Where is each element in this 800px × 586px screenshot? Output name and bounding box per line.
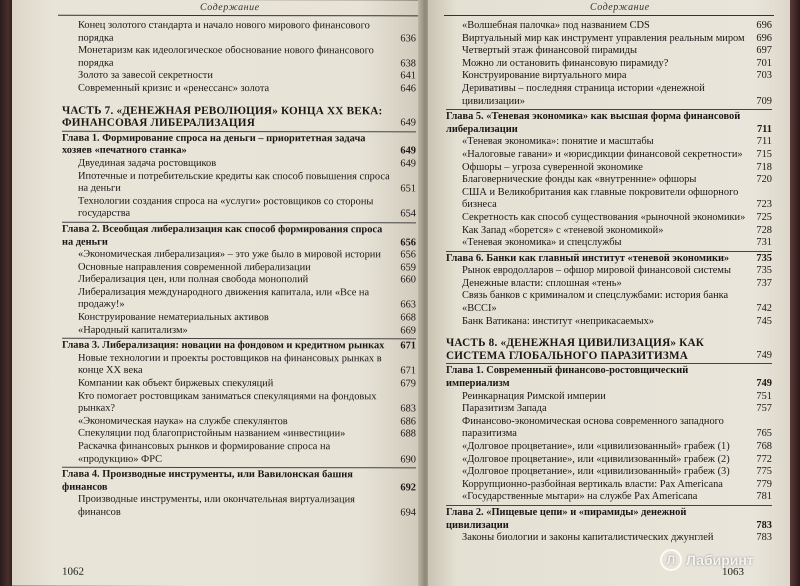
toc-entry-page: 686 <box>400 416 416 428</box>
toc-section-entry <box>62 312 416 325</box>
toc-entry-title: Двуединая задача ростовщиков <box>78 157 217 169</box>
toc-chapter-entry <box>62 224 416 250</box>
toc-section-entry <box>446 454 772 467</box>
toc-section-entry <box>62 441 416 467</box>
toc-entry-title: Благовернические фонды как «внутренние» офшоры <box>462 174 697 186</box>
toc-entry-title: Глава 4. Производные инструменты, или Вавилонская башня финансов <box>62 468 353 493</box>
left-page-header: Содержание <box>200 1 260 14</box>
toc-entry-page: 683 <box>400 403 416 415</box>
toc-entry-title: Основные направления современной либерализации <box>78 261 311 273</box>
toc-entry-title: «Долговое процветание», или «цивилизованный» грабеж (2) <box>462 453 730 465</box>
toc-entry-title: Паразитизм Запада <box>462 403 547 415</box>
book-cover-edge <box>790 0 800 586</box>
toc-section-entry <box>446 290 772 315</box>
toc-entry-page: 783 <box>756 532 772 544</box>
toc-entry-page: 679 <box>400 378 416 390</box>
toc-entry-page: 656 <box>400 249 416 261</box>
toc-entry-title: Четвертый этаж финансовой пирамиды <box>462 45 637 57</box>
toc-chapter-entry <box>62 469 416 495</box>
toc-section-entry <box>62 378 416 391</box>
toc-section-entry <box>446 265 772 278</box>
toc-section-entry <box>446 391 772 404</box>
toc-entry-title: Законы биологии и законы капиталистических джунглей <box>462 532 714 544</box>
toc-entry-title: Как Запад «борется» с «теневой экономикой» <box>462 224 664 236</box>
toc-section-entry <box>446 187 772 212</box>
toc-entry-title: Спекуляции под благопристойным названием «инвестиции» <box>78 428 346 440</box>
toc-entry-title: Глава 2. Всеобщая либерализация как способ формирования спроса на деньги <box>62 223 383 248</box>
toc-entry-title: Глава 1. Формирование спроса на деньги – приоритетная задача хозяев «печатного станка» <box>62 132 366 157</box>
toc-entry-page: 765 <box>756 428 772 440</box>
toc-entry-page: 671 <box>400 340 416 352</box>
toc-entry-title: Деривативы – последняя страница истории «денежной цивилизации» <box>462 82 705 107</box>
toc-section-entry <box>446 58 772 71</box>
section-divider <box>446 251 772 252</box>
toc-entry-title: Компании как объект биржевых спекуляций <box>78 377 274 390</box>
toc-chapter-entry <box>446 253 772 266</box>
toc-entry-title: США и Великобритания как главные покровители офшорного бизнеса <box>462 186 739 211</box>
watermark <box>660 540 790 580</box>
toc-section-entry <box>62 249 416 262</box>
toc-entry-title: Раскачка финансовых рынков и формирование спроса на «продукцию» ФРС <box>78 440 331 465</box>
toc-section-entry <box>62 261 416 274</box>
toc-section-entry <box>446 278 772 291</box>
toc-entry-page: 749 <box>756 378 772 390</box>
toc-entry-title: Производные инструменты, или окончательная виртуализация финансов <box>78 494 355 518</box>
toc-entry-title: Либерализация цен, или полная свобода монополий <box>78 274 309 286</box>
toc-section-entry <box>446 83 772 108</box>
toc-entry-page: 690 <box>400 453 416 465</box>
toc-entry-title: «Государственные мытари» на службе Pax Americana <box>462 491 698 503</box>
toc-entry-page: 737 <box>756 277 772 289</box>
toc-entry-page: 749 <box>756 349 772 361</box>
toc-entry-page: 775 <box>756 466 772 478</box>
labirint-logo-icon: Л <box>660 549 682 571</box>
toc-section-entry <box>62 158 416 171</box>
toc-entry-page: 636 <box>400 32 416 44</box>
section-divider <box>446 109 772 110</box>
toc-entry-page: 745 <box>756 315 772 327</box>
toc-entry-page: 638 <box>400 58 416 70</box>
toc-entry-title: «Народный капитализм» <box>78 324 188 336</box>
toc-section-entry <box>446 316 772 329</box>
toc-entry-page: 723 <box>756 199 772 211</box>
toc-entry-page: 725 <box>756 211 772 223</box>
toc-entry-page: 649 <box>400 158 416 170</box>
toc-entry-title: Кто помогает ростовщикам заниматься спекуляциями на фондовых рынках? <box>78 390 377 415</box>
toc-part-entry <box>62 104 416 130</box>
toc-section-entry <box>62 287 416 313</box>
toc-part-entry <box>446 337 772 362</box>
section-divider <box>446 363 772 364</box>
toc-entry-title: Рынок евродолларов – офшор мировой финансовой системы <box>462 265 731 277</box>
right-header-rule <box>444 15 774 16</box>
toc-section-entry <box>62 416 416 429</box>
section-gap <box>446 328 772 337</box>
toc-entry-title: «Теневая экономика»: понятие и масштабы <box>462 136 654 148</box>
toc-entry-title: «Экономическая либерализация» – это уже было в мировой истории <box>78 248 381 261</box>
toc-entry-page: 711 <box>756 123 772 135</box>
toc-entry-page: 669 <box>400 324 416 337</box>
left-toc <box>62 20 416 520</box>
toc-entry-page: 783 <box>756 519 772 531</box>
toc-entry-page: 659 <box>400 262 416 274</box>
left-page <box>12 0 422 586</box>
toc-entry-title: Конец золотого стандарта и начало нового мирового финансового порядка <box>78 19 370 44</box>
toc-entry-page: 696 <box>756 20 772 31</box>
toc-entry-title: Новые технологии и проекты ростовщиков на финансовых рынках в конце XX века <box>78 352 382 377</box>
toc-entry-title: «Волшебная палочка» под названием CDS <box>462 20 650 31</box>
toc-entry-title: Связь банков с криминалом и спецслужбами: история банка «BCCI» <box>462 290 729 315</box>
toc-chapter-entry <box>62 340 416 353</box>
toc-entry-title: «Долговое процветание», или «цивилизованный» грабеж (3) <box>462 466 730 478</box>
section-divider <box>446 505 772 506</box>
toc-entry-page: 649 <box>400 145 416 157</box>
toc-section-entry <box>446 136 772 149</box>
toc-entry-page: 720 <box>756 174 772 186</box>
toc-entry-title: Либерализация международного движения капитала, или «Все на продажу!» <box>78 286 370 311</box>
toc-section-entry <box>62 274 416 287</box>
toc-entry-page: 731 <box>756 237 772 249</box>
toc-entry-page: 735 <box>756 265 772 277</box>
toc-entry-page: 671 <box>400 365 416 377</box>
toc-section-entry <box>62 494 416 520</box>
toc-section-entry <box>446 45 772 58</box>
toc-entry-page: 779 <box>756 478 772 490</box>
toc-section-entry <box>446 403 772 416</box>
toc-entry-title: ЧАСТЬ 8. «ДЕНЕЖНАЯ ЦИВИЛИЗАЦИЯ» КАК СИСТЕМА ГЛОБАЛЬНОГО ПАРАЗИТИЗМА <box>446 337 705 362</box>
toc-entry-title: ЧАСТЬ 7. «ДЕНЕЖНАЯ РЕВОЛЮЦИЯ» КОНЦА XX ВЕКА: ФИНАНСОВАЯ ЛИБЕРАЛИЗАЦИЯ <box>62 104 383 130</box>
toc-section-entry <box>446 149 772 162</box>
toc-entry-title: Глава 6. Банки как главный институт «теневой экономики» <box>446 252 730 264</box>
toc-section-entry <box>446 212 772 225</box>
toc-section-entry <box>62 83 416 96</box>
right-page-number: 1063 <box>722 566 744 578</box>
toc-entry-title: Технологии создания спроса на «услуги» ростовщиков со стороны государства <box>78 195 374 220</box>
toc-entry-page: 646 <box>400 83 416 95</box>
toc-section-entry <box>62 170 416 196</box>
toc-section-entry <box>446 416 772 441</box>
toc-chapter-entry <box>62 132 416 158</box>
toc-section-entry <box>446 162 772 175</box>
toc-section-entry <box>62 195 416 221</box>
toc-entry-page: 660 <box>400 274 416 286</box>
toc-chapter-entry <box>446 111 772 136</box>
toc-section-entry <box>62 353 416 379</box>
toc-entry-title: Глава 3. Либерализация: новации на фондовом и кредитном рынках <box>62 339 385 352</box>
toc-entry-page: 688 <box>400 428 416 440</box>
toc-entry-title: Современный кризис и «ренессанс» золота <box>78 82 270 95</box>
toc-section-entry <box>446 466 772 479</box>
toc-entry-page: 694 <box>400 507 416 519</box>
toc-section-entry <box>62 390 416 416</box>
toc-entry-page: 742 <box>756 303 772 315</box>
toc-chapter-entry <box>446 507 772 532</box>
toc-entry-title: Офшоры – угроза суверенной экономике <box>462 161 643 173</box>
toc-section-entry <box>62 45 416 71</box>
toc-entry-title: Реинкарнация Римской империи <box>462 390 606 402</box>
toc-entry-title: Денежные власти: сплошная «тень» <box>462 277 622 289</box>
toc-section-entry <box>446 70 772 83</box>
toc-entry-title: Можно ли остановить финансовую пирамиду? <box>462 57 669 69</box>
right-toc <box>446 20 772 545</box>
toc-entry-title: Глава 5. «Теневая экономика» как высшая форма финансовой либерализации <box>446 111 741 135</box>
left-header-rule <box>58 15 418 17</box>
toc-entry-page: 641 <box>400 70 416 82</box>
toc-section-entry <box>446 491 772 504</box>
right-page <box>428 0 790 586</box>
toc-section-entry <box>62 428 416 441</box>
toc-entry-title: Коррупционно-разбойная вертикаль власти: Pax Americana <box>462 478 723 490</box>
toc-entry-title: «Долговое процветание», или «цивилизованный» грабеж (1) <box>462 441 730 452</box>
toc-entry-page: 663 <box>400 299 416 311</box>
toc-entry-title: Банк Ватикана: институт «неприкасаемых» <box>462 315 654 327</box>
toc-entry-page: 651 <box>400 183 416 195</box>
toc-entry-title: «Налоговые гавани» и «юрисдикции финансовой секретности» <box>462 148 743 160</box>
toc-entry-title: Виртуальный мир как инструмент управления реальным миром <box>462 32 745 44</box>
toc-entry-page: 735 <box>756 252 772 264</box>
toc-section-entry <box>62 70 416 83</box>
toc-entry-title: Ипотечные и потребительские кредиты как способ повышения спроса на деньги <box>78 170 390 194</box>
toc-section-entry <box>446 441 772 454</box>
toc-section-entry <box>446 174 772 187</box>
toc-entry-page: 668 <box>400 312 416 324</box>
toc-section-entry <box>446 237 772 250</box>
toc-entry-page: 697 <box>756 45 772 57</box>
toc-entry-page: 711 <box>756 136 772 148</box>
toc-section-entry <box>446 20 772 33</box>
toc-entry-title: «Экономическая наука» на службе спекулянтов <box>78 415 288 427</box>
toc-section-entry <box>446 479 772 492</box>
toc-entry-page: 709 <box>756 95 772 107</box>
watermark-text: Лабиринт <box>686 552 754 568</box>
toc-entry-page: 768 <box>756 441 772 452</box>
toc-entry-page: 718 <box>756 161 772 173</box>
toc-entry-title: Глава 2. «Пищевые цепи» и «пирамиды» денежной цивилизации <box>446 506 687 531</box>
toc-entry-page: 654 <box>400 208 416 220</box>
toc-entry-page: 649 <box>400 117 416 129</box>
toc-entry-title: Глава 1. Современный финансово-ростовщический империализм <box>446 365 689 390</box>
toc-section-entry <box>62 20 416 46</box>
right-page-header: Содержание <box>590 2 650 13</box>
toc-entry-title: «Теневая экономика» и спецслужбы <box>462 237 622 249</box>
toc-entry-page: 757 <box>756 403 772 415</box>
toc-chapter-entry <box>446 365 772 390</box>
toc-section-entry <box>446 225 772 238</box>
toc-entry-page: 781 <box>756 491 772 503</box>
toc-entry-page: 696 <box>756 32 772 44</box>
toc-entry-title: Секретность как способ существования «рыночной экономики» <box>462 211 746 223</box>
left-page-number: 1062 <box>62 565 84 578</box>
toc-entry-page: 715 <box>756 148 772 160</box>
toc-entry-page: 751 <box>756 390 772 402</box>
toc-entry-page: 728 <box>756 224 772 236</box>
toc-entry-title: Финансово-экономическая основа современного западного паразитизма <box>462 415 724 440</box>
toc-entry-page: 656 <box>400 236 416 248</box>
toc-entry-title: Конструирование нематериальных активов <box>78 311 269 324</box>
toc-entry-title: Конструирование виртуального мира <box>462 70 627 82</box>
toc-entry-title: Золото за завесой секретности <box>78 70 213 82</box>
toc-entry-page: 692 <box>400 482 416 494</box>
toc-entry-page: 703 <box>756 70 772 82</box>
toc-section-entry <box>446 33 772 46</box>
toc-entry-page: 701 <box>756 57 772 69</box>
toc-entry-title: Монетаризм как идеологическое обоснование нового финансового порядка <box>78 44 374 69</box>
toc-entry-page: 772 <box>756 453 772 465</box>
toc-section-entry <box>62 324 416 337</box>
